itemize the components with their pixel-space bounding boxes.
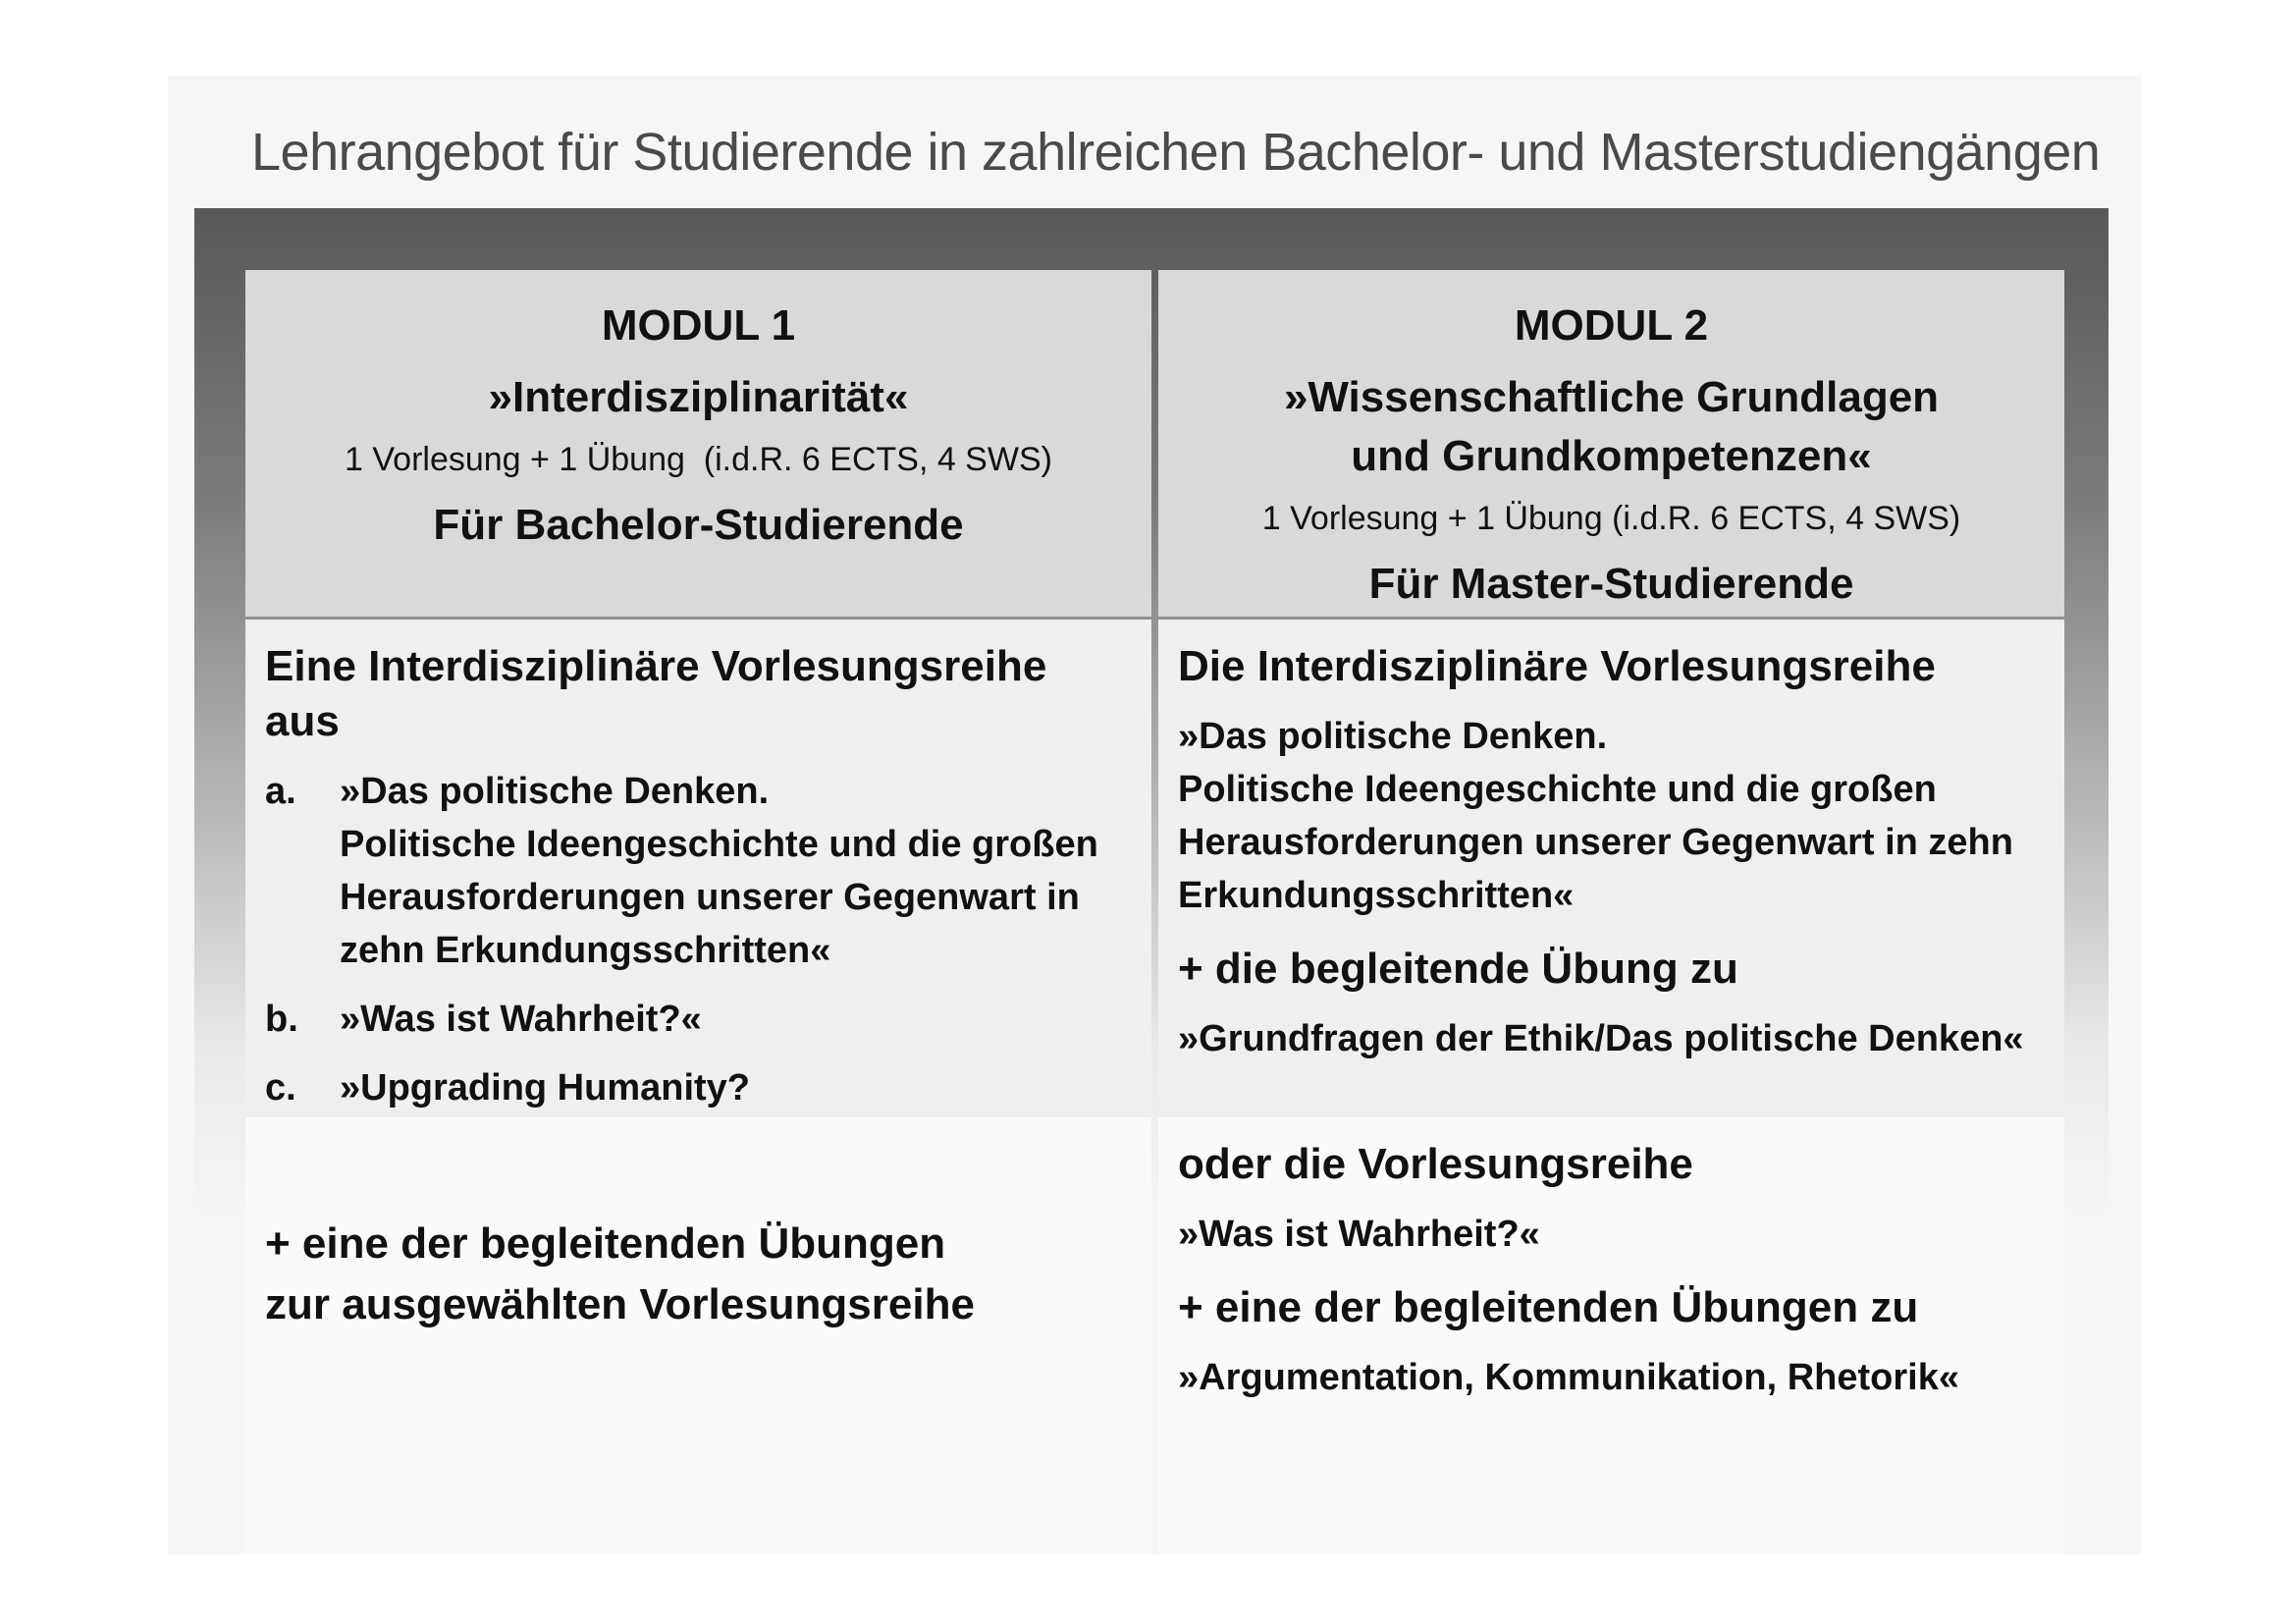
module-table bbox=[245, 270, 2064, 1554]
page-title: Lehrangebot für Studierende in zahlreichen Bachelor- und Masterstudiengängen bbox=[251, 123, 2101, 182]
modul2-alt-exercise-title: »Argumentation, Kommunikation, Rhetorik« bbox=[1178, 1357, 1959, 1398]
modul2-exercise-intro: + die begleitende Übung zu bbox=[1178, 945, 1738, 993]
list-item-line: »Was ist Wahrheit?« bbox=[340, 999, 702, 1040]
modul1-lectures bbox=[245, 620, 1151, 1114]
modul2-alt-lead: oder die Vorlesungsreihe bbox=[1178, 1140, 1693, 1188]
exercise-line: zur ausgewählten Vorlesungsreihe bbox=[265, 1280, 975, 1328]
list-item-line: Herausforderungen unserer Gegenwart in bbox=[340, 877, 1080, 918]
modul2-lecture-lead: Die Interdisziplinäre Vorlesungsreihe bbox=[1178, 642, 1936, 690]
modul1-name: »Interdisziplinarität« bbox=[488, 373, 909, 421]
modul2-audience: Für Master-Studierende bbox=[1368, 560, 1854, 608]
list-item bbox=[265, 765, 1132, 977]
modul2-alt-exercise-intro: + eine der begleitenden Übungen zu bbox=[1178, 1283, 1919, 1331]
modul1-lecture-lead: Eine Interdisziplinäre Vorlesungsreihe aus bbox=[265, 642, 1047, 745]
lecture-line: Politische Ideengeschichte und die großen bbox=[1178, 769, 1937, 810]
modul1-lecture-list bbox=[265, 765, 1132, 1167]
modul2-heading: MODUL 2 bbox=[1514, 301, 1709, 350]
modul2-name-line-1: »Wissenschaftliche Grundlagen bbox=[1283, 373, 1940, 421]
list-item-text bbox=[340, 993, 1132, 1046]
list-item-line: Politische Ideengeschichte und die großen bbox=[340, 824, 1098, 865]
lecture-line: Herausforderungen unserer Gegenwart in zehn bbox=[1178, 822, 2013, 863]
modul2-name-line-2: und Grundkompetenzen« bbox=[1351, 432, 1872, 480]
modul2-exercise-title: »Grundfragen der Ethik/Das politische Denken« bbox=[1178, 1018, 2024, 1059]
modul2-lecture-text bbox=[1178, 710, 2045, 922]
lecture-line: »Das politische Denken. bbox=[1178, 716, 1608, 757]
list-item-line: »Das politische Denken. bbox=[340, 771, 770, 812]
modul1-audience: Für Bachelor-Studierende bbox=[433, 501, 964, 549]
modul2-name bbox=[1178, 368, 2045, 486]
modul2-alt-title: »Was ist Wahrheit?« bbox=[1178, 1214, 1540, 1255]
list-marker: a. bbox=[265, 771, 296, 812]
modul1-header bbox=[245, 270, 1151, 617]
modul2-alternative bbox=[1158, 1117, 2064, 1554]
modul1-exercise-text bbox=[265, 1214, 1132, 1335]
list-marker: c. bbox=[265, 1067, 296, 1109]
list-item bbox=[265, 993, 1132, 1046]
modul2-workload: 1 Vorlesung + 1 Übung (i.d.R. 6 ECTS, 4 SWS) bbox=[1261, 500, 1961, 537]
modul1-exercises bbox=[245, 1117, 1151, 1554]
list-marker: b. bbox=[265, 999, 298, 1040]
modul1-workload: 1 Vorlesung + 1 Übung (i.d.R. 6 ECTS, 4 SWS) bbox=[345, 441, 1052, 478]
list-item-line: »Upgrading Humanity? bbox=[340, 1067, 751, 1109]
list-item-text bbox=[340, 765, 1132, 977]
list-item-line: zehn Erkundungsschritten« bbox=[340, 930, 831, 971]
modul2-header bbox=[1158, 270, 2064, 617]
lecture-line: Erkundungsschritten« bbox=[1178, 875, 1575, 916]
modul1-heading: MODUL 1 bbox=[601, 301, 796, 350]
modul2-lectures bbox=[1158, 620, 2064, 1114]
exercise-line: + eine der begleitenden Übungen bbox=[265, 1219, 946, 1268]
